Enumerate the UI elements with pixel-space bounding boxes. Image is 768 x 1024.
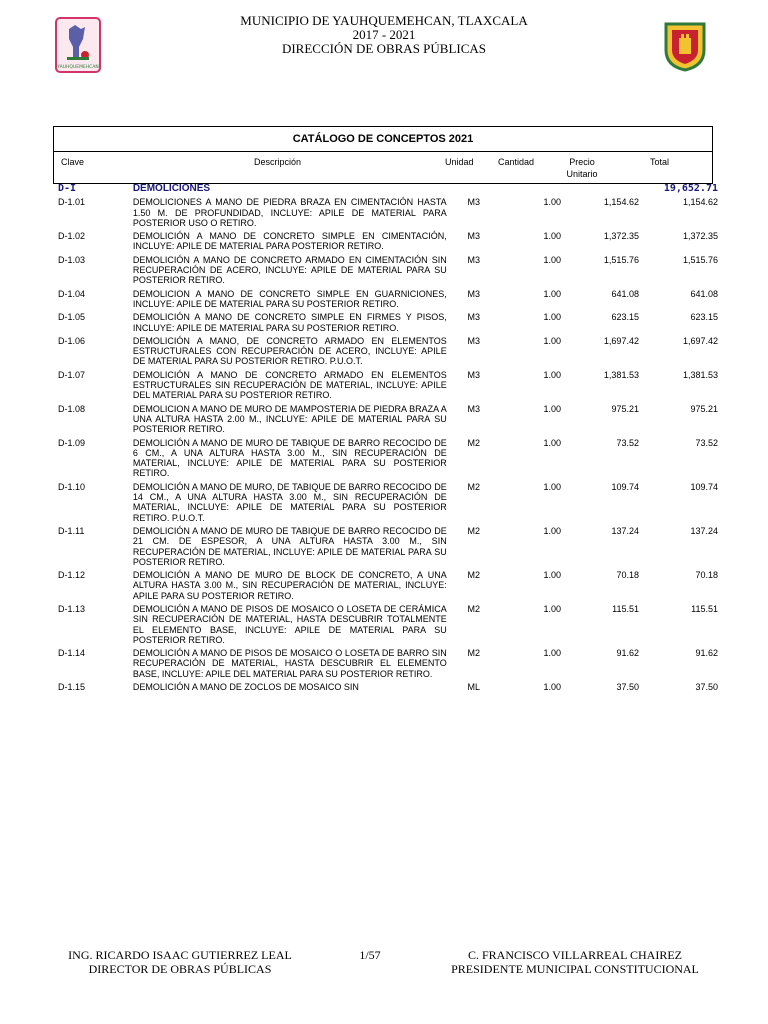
row-description: DEMOLICIÓN A MANO DE MURO DE TABIQUE DE BARRO RECOCIDO DE 21 CM. DE ESPESOR, A UNA ALTURA HASTA 3.00 M., SIN RECUPERACIÓN DE MATERIAL, INCLUYE: APILE DE MATERIAL PARA SU POSTERIOR RETIRO. xyxy=(132,525,447,567)
table-row xyxy=(58,437,718,481)
row-unit: M3 xyxy=(467,288,480,299)
section-total: 19,652.71 xyxy=(663,183,718,194)
row-quantity: 1.00 xyxy=(543,437,562,448)
row-description: DEMOLICIÓN A MANO DE MURO, DE TABIQUE DE BARRO RECOCIDO DE 14 CM., A UNA ALTURA HASTA 3.00 M., SIN RECUPERACIÓN DE MATERIAL, INCLUYE: APILE DE MATERIAL PARA SU POSTERIOR RETIRO. P.U.O.T. xyxy=(132,481,447,523)
row-unit-price: 73.52 xyxy=(616,437,639,448)
concepts-table xyxy=(58,184,718,694)
row-total: 623.15 xyxy=(690,312,718,323)
footer-signature-left xyxy=(60,948,300,976)
row-quantity: 1.00 xyxy=(543,288,562,299)
row-unit: M3 xyxy=(467,335,480,346)
table-row xyxy=(58,403,718,437)
row-quantity: 1.00 xyxy=(543,312,562,323)
row-quantity: 1.00 xyxy=(543,403,562,414)
table-row xyxy=(58,369,718,403)
row-total: 1,154.62 xyxy=(682,197,718,208)
row-quantity: 1.00 xyxy=(543,369,562,380)
section-name: DEMOLICIONES xyxy=(132,183,211,194)
row-unit-price: 115.51 xyxy=(612,603,639,614)
section-clave: D-I xyxy=(58,183,77,194)
footer-left-name: ING. RICARDO ISAAC GUTIERREZ LEAL xyxy=(68,948,292,962)
page-number: 1/57 xyxy=(359,948,381,962)
row-quantity: 1.00 xyxy=(543,254,562,265)
row-unit-price: 1,381.53 xyxy=(603,369,639,380)
row-unit: M3 xyxy=(467,403,480,414)
row-clave: D-1.04 xyxy=(58,288,86,299)
row-unit: M2 xyxy=(467,603,480,614)
footer-right-title: PRESIDENTE MUNICIPAL CONSTITUCIONAL xyxy=(451,962,699,976)
row-quantity: 1.00 xyxy=(543,603,562,614)
row-unit-price: 623.15 xyxy=(611,312,639,323)
row-total: 1,381.53 xyxy=(682,369,718,380)
header-period: 2017 - 2021 xyxy=(352,27,416,42)
row-unit-price: 109.74 xyxy=(611,481,639,492)
row-unit: M2 xyxy=(467,437,480,448)
row-total: 641.08 xyxy=(690,288,718,299)
footer-signature-right xyxy=(440,948,710,976)
catalog-header-box xyxy=(53,126,713,184)
row-quantity: 1.00 xyxy=(543,525,562,536)
row-description: DEMOLICIÓN A MANO DE MURO DE TABIQUE DE BARRO RECOCIDO DE 6 CM., A UNA ALTURA HASTA 3.00 M., SIN RECUPERACIÓN DE MATERIAL, INCLUYE: APILE DE MATERIAL PARA SU POSTERIOR RETIRO. xyxy=(132,437,447,479)
table-row xyxy=(58,335,718,369)
row-total: 73.52 xyxy=(695,437,718,448)
row-clave: D-1.07 xyxy=(58,369,86,380)
row-description: DEMOLICIÓN A MANO DE CONCRETO SIMPLE EN FIRMES Y PISOS, INCLUYE: APILE DE MATERIAL PARA SU POSTERIOR RETIRO. xyxy=(132,312,447,333)
column-header-cantidad: Cantidad xyxy=(498,157,535,167)
row-description: DEMOLICIÓN A MANO DE CONCRETO ARMADO EN CIMENTACIÓN SIN RECUPERACIÓN DE ACERO, INCLUYE: APILE DE MATERIAL PARA SU POSTERIOR RETIRO. xyxy=(132,254,447,286)
row-unit-price: 1,515.76 xyxy=(603,254,639,265)
row-unit: M3 xyxy=(467,197,480,208)
table-row xyxy=(58,569,718,603)
row-unit-price: 641.08 xyxy=(611,288,639,299)
row-clave: D-1.10 xyxy=(58,481,86,492)
table-row xyxy=(58,230,718,254)
row-unit: M3 xyxy=(467,254,480,265)
table-row xyxy=(58,681,718,694)
row-unit-price: 1,372.35 xyxy=(603,231,639,242)
column-header-precio-line2: Unitario xyxy=(566,169,598,179)
row-description: DEMOLICION A MANO DE MURO DE MAMPOSTERIA DE PIEDRA BRAZA A UNA ALTURA HASTA 2.00 M., INCLUYE: APILE DE MATERIAL PARA SU POSTERIOR RETIRO. xyxy=(132,403,447,435)
row-quantity: 1.00 xyxy=(543,335,562,346)
catalog-title: CATÁLOGO DE CONCEPTOS 2021 xyxy=(54,127,712,152)
row-quantity: 1.00 xyxy=(543,648,562,659)
row-unit: M3 xyxy=(467,231,480,242)
row-clave: D-1.02 xyxy=(58,231,86,242)
column-header-unidad: Unidad xyxy=(445,157,474,167)
row-unit: M3 xyxy=(467,369,480,380)
table-row xyxy=(58,254,718,288)
table-row xyxy=(58,288,718,312)
header-municipality: MUNICIPIO DE YAUHQUEMEHCAN, TLAXCALA xyxy=(240,13,528,28)
table-row xyxy=(58,647,718,681)
row-total: 1,697.42 xyxy=(682,335,718,346)
document-header xyxy=(0,14,768,56)
table-row xyxy=(58,311,718,335)
row-quantity: 1.00 xyxy=(543,231,562,242)
row-clave: D-1.01 xyxy=(58,197,86,208)
coat-of-arms-right xyxy=(662,20,708,72)
row-clave: D-1.06 xyxy=(58,335,86,346)
row-unit: M3 xyxy=(467,312,480,323)
column-header-total: Total xyxy=(650,157,670,167)
left-logo-caption: YAUHQUEMEHCAN xyxy=(57,65,99,70)
row-description: DEMOLICIÓN A MANO DE MURO DE BLOCK DE CONCRETO, A UNA ALTURA HASTA 3.00 M., SIN RECUPERACIÓN DE MATERIAL, INCLUYE: APILE PARA SU POSTERIOR RETIRO. xyxy=(132,570,447,601)
row-clave: D-1.15 xyxy=(58,682,86,693)
row-total: 37.50 xyxy=(695,682,718,693)
row-unit-price: 975.21 xyxy=(611,403,639,414)
row-unit-price: 70.18 xyxy=(616,570,639,581)
row-clave: D-1.09 xyxy=(58,437,86,448)
table-row xyxy=(58,196,718,230)
row-description: DEMOLICIÓN A MANO DE PISOS DE MOSAICO O LOSETA DE BARRO SIN RECUPERACIÓN DE MATERIAL, HASTA DESCUBRIR EL ELEMENTO BASE, INCLUYE: APILE DEL MATERIAL PARA SU POSTERIOR RETIRO. xyxy=(132,648,447,679)
row-clave: D-1.11 xyxy=(58,525,85,536)
row-quantity: 1.00 xyxy=(543,682,562,693)
row-unit-price: 1,154.62 xyxy=(603,197,639,208)
row-unit: M2 xyxy=(467,481,480,492)
row-total: 109.74 xyxy=(690,481,718,492)
row-total: 1,515.76 xyxy=(682,254,718,265)
row-description: DEMOLICIÓN A MANO DE ZOCLOS DE MOSAICO SIN xyxy=(132,682,359,693)
column-header-descripcion: Descripción xyxy=(254,157,302,167)
row-clave: D-1.13 xyxy=(58,603,86,614)
row-unit-price: 37.50 xyxy=(616,682,639,693)
column-header-precio-unitario xyxy=(562,156,602,180)
section-row xyxy=(58,184,718,196)
row-unit: M2 xyxy=(467,525,480,536)
row-clave: D-1.14 xyxy=(58,648,86,659)
table-row xyxy=(58,525,718,569)
table-row xyxy=(58,481,718,525)
row-description: DEMOLICIÓN A MANO DE CONCRETO ARMADO EN ELEMENTOS ESTRUCTURALES SIN RECUPERACIÓN DE MATERIAL, INCLUYE: APILE DEL MATERIAL PARA SU POSTERIOR RETIRO. xyxy=(132,369,447,401)
column-header-clave: Clave xyxy=(61,157,85,167)
row-description: DEMOLICIONES A MANO DE PIEDRA BRAZA EN CIMENTACIÓN HASTA 1.50 M. DE PROFUNDIDAD, INCLUYE: APILE DE MATERIAL PARA POSTERIOR USO O RETIRO. xyxy=(132,197,447,228)
footer-right-name: C. FRANCISCO VILLARREAL CHAIREZ xyxy=(467,948,682,962)
row-description: DEMOLICIÓN A MANO DE PISOS DE MOSAICO O LOSETA DE CERÁMICA SIN RECUPERACIÓN DE MATERIAL, HASTA DESCUBRIR TOTALMENTE EL ELEMENTO BASE, INCLUYE: APILE DE MATERIAL PARA SU POSTERIOR RETIRO. xyxy=(132,603,447,645)
header-department: DIRECCIÓN DE OBRAS PÚBLICAS xyxy=(281,41,487,56)
row-total: 1,372.35 xyxy=(682,231,718,242)
row-description: DEMOLICION A MANO DE CONCRETO SIMPLE EN GUARNICIONES, INCLUYE: APILE DE MATERIAL PARA SU POSTERIOR RETIRO. xyxy=(132,288,447,309)
row-quantity: 1.00 xyxy=(543,197,562,208)
row-quantity: 1.00 xyxy=(543,481,562,492)
row-total: 975.21 xyxy=(690,403,718,414)
row-unit: M2 xyxy=(467,648,480,659)
row-clave: D-1.12 xyxy=(58,570,86,581)
row-description: DEMOLICIÓN A MANO DE CONCRETO SIMPLE EN CIMENTACIÓN, INCLUYE: APILE DE MATERIAL PARA POSTERIOR RETIRO. xyxy=(132,231,447,252)
row-clave: D-1.08 xyxy=(58,403,86,414)
table-row xyxy=(58,603,718,647)
row-total: 91.62 xyxy=(695,648,718,659)
row-clave: D-1.03 xyxy=(58,254,86,265)
row-unit-price: 1,697.42 xyxy=(603,335,639,346)
row-total: 115.51 xyxy=(691,603,718,614)
column-header-precio-line1: Precio xyxy=(569,157,595,167)
row-clave: D-1.05 xyxy=(58,312,86,323)
row-unit-price: 137.24 xyxy=(611,525,639,536)
row-unit-price: 91.62 xyxy=(616,648,639,659)
row-unit: M2 xyxy=(467,570,480,581)
footer-left-title: DIRECTOR DE OBRAS PÚBLICAS xyxy=(88,962,272,976)
row-total: 137.24 xyxy=(690,525,718,536)
row-total: 70.18 xyxy=(695,570,718,581)
row-unit: ML xyxy=(467,682,480,693)
row-description: DEMOLICIÓN A MANO, DE CONCRETO ARMADO EN ELEMENTOS ESTRUCTURALES CON RECUPERACIÓN DE ACERO, INCLUYE: APILE DE MATERIAL PARA SU POSTERIOR RETIRO. P.U.O.T. xyxy=(132,335,447,367)
row-quantity: 1.00 xyxy=(543,570,562,581)
